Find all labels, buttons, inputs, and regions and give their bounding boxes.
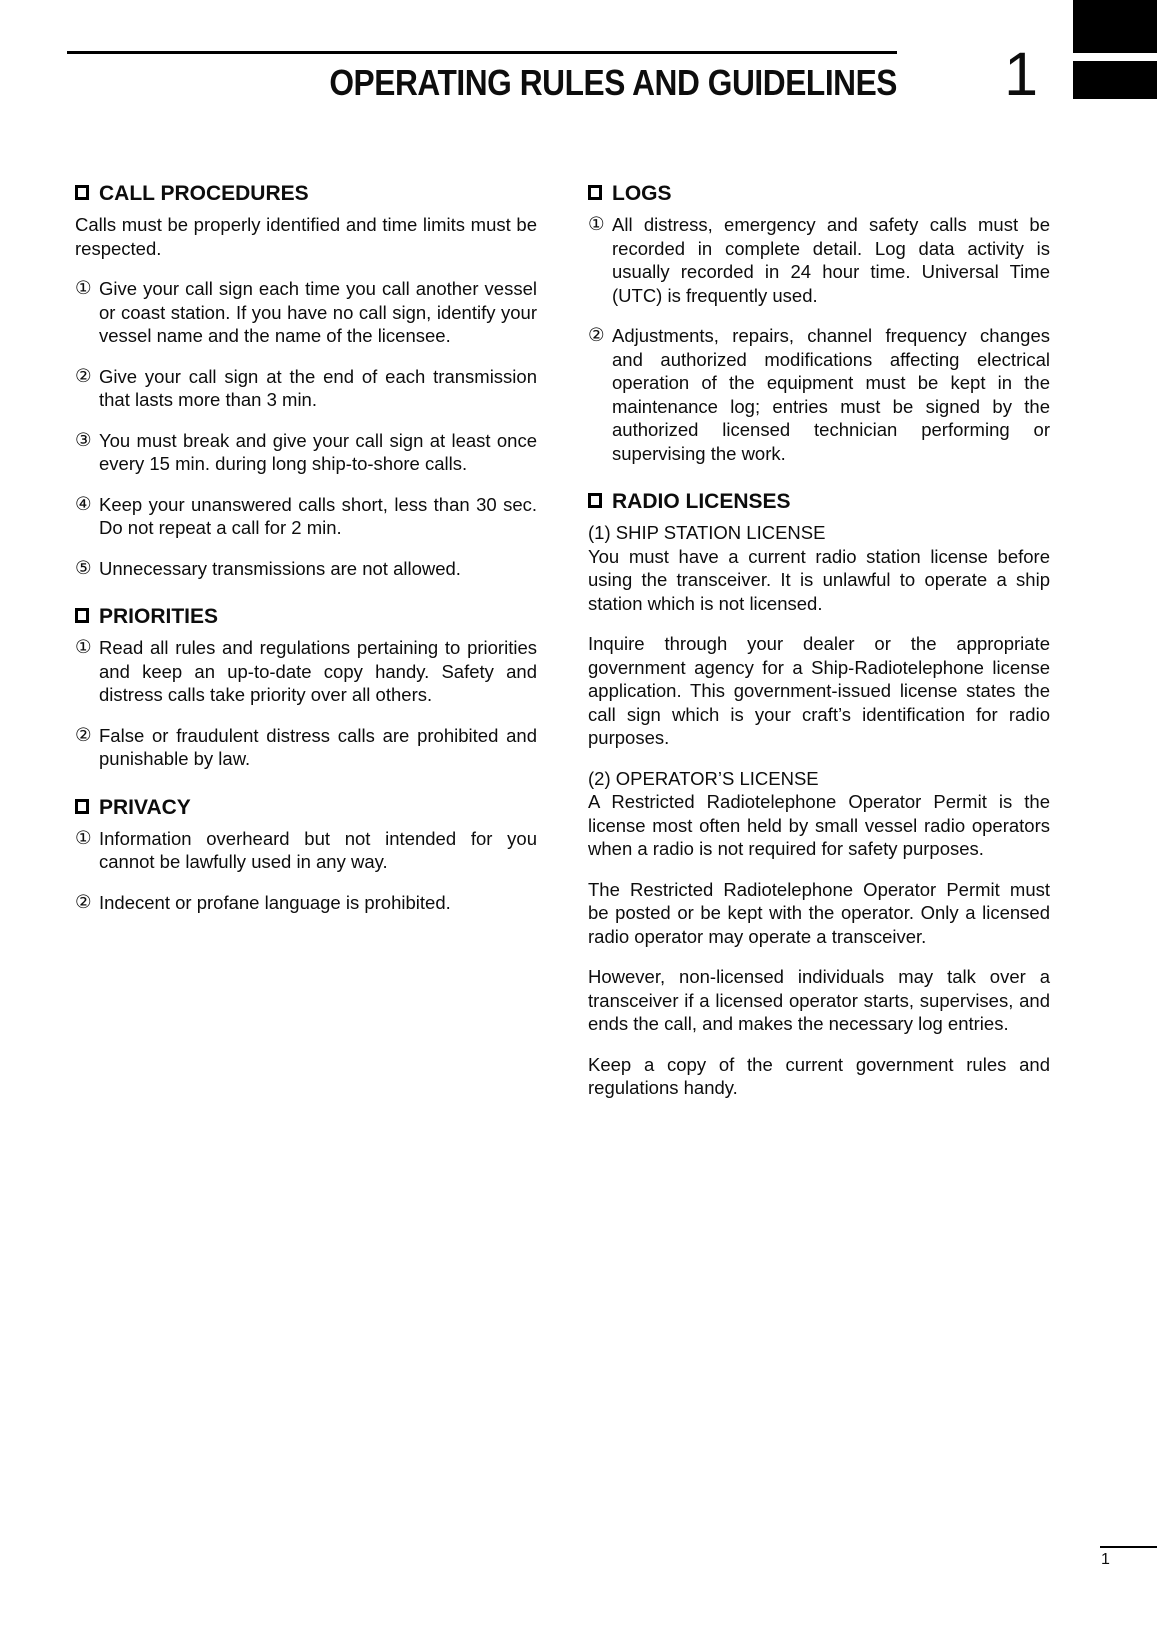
section-heading-priorities [75, 606, 537, 627]
footer-rule [1100, 1546, 1157, 1548]
item-text: Give your call sign each time you call another vessel or coast station. If you have no call sign, identify your vessel name and the name of the licensee. [99, 278, 537, 346]
item-text: Information overheard but not intended for you cannot be lawfully used in any way. [99, 827, 537, 872]
section-call-procedures [75, 183, 537, 580]
item-marker: ② [75, 891, 92, 913]
section-radio-licenses [588, 491, 1050, 1100]
square-bullet-icon [75, 608, 89, 623]
item-marker: ⑤ [75, 557, 92, 579]
section-title: LOGS [612, 182, 672, 205]
paragraph: You must have a current radio station license before using the transceiver. It is unlawful to operate a ship station which is not licensed. [588, 545, 1050, 614]
title-rule [67, 51, 897, 54]
paragraph: However, non-licensed individuals may talk over a transceiver if a licensed operator starts, supervises, and ends the call, and makes the necessary log entries. [588, 966, 1050, 1034]
numbered-item [75, 636, 537, 707]
item-text: Indecent or profane language is prohibited. [99, 891, 451, 913]
section-privacy [75, 797, 537, 915]
section-intro: Calls must be properly identified and time limits must be respected. [75, 214, 537, 259]
numbered-item [75, 277, 537, 348]
section-heading-radio-licenses [588, 491, 1050, 512]
section-priorities [75, 606, 537, 771]
square-bullet-icon [588, 185, 602, 200]
item-text: All distress, emergency and safety calls must be recorded in complete detail. Log data activity is usually recorded in 24 hour time. Universal Time (UTC) is frequently used. [612, 214, 1050, 306]
item-text: False or fraudulent distress calls are prohibited and punishable by law. [99, 724, 537, 769]
chapter-number: 1 [1004, 40, 1038, 108]
paragraph: Keep a copy of the current government rules and regulations handy. [588, 1053, 1050, 1098]
paragraph: Inquire through your dealer or the appropriate government agency for a Ship-Radiotelephone license application. This government-issued license states the call sign which is your craft’s identification for radio purposes. [588, 633, 1050, 748]
page-number: 1 [1101, 1551, 1110, 1568]
numbered-item [75, 493, 537, 540]
item-marker: ③ [75, 429, 92, 451]
section-title: PRIORITIES [99, 605, 219, 628]
numbered-item [75, 827, 537, 874]
numbered-item [75, 724, 537, 771]
section-heading-logs [588, 183, 1050, 204]
item-marker: ① [75, 827, 92, 849]
section-logs [588, 183, 1050, 465]
square-bullet-icon [75, 185, 89, 200]
section-heading-privacy [75, 797, 537, 818]
item-text: Keep your unanswered calls short, less than 30 sec. Do not repeat a call for 2 min. [99, 493, 537, 538]
numbered-item [588, 213, 1050, 307]
right-column [588, 183, 1050, 1126]
numbered-item [588, 324, 1050, 465]
item-text: Read all rules and regulations pertaining to priorities and keep an up-to-date copy handy. Safety and distress calls take priority over all others. [99, 637, 537, 705]
item-text: Give your call sign at the end of each transmission that lasts more than 3 min. [99, 365, 537, 410]
item-marker: ④ [75, 493, 92, 515]
section-title: RADIO LICENSES [612, 490, 791, 513]
subsection-heading-ship-station-license: (1) SHIP STATION LICENSE [588, 522, 826, 543]
item-marker: ② [75, 724, 92, 746]
item-marker: ① [75, 637, 92, 658]
subsection-heading-operators-license: (2) OPERATOR’S LICENSE [588, 767, 819, 789]
paragraph: The Restricted Radiotelephone Operator Permit must be posted or be kept with the operator. Only a licensed radio operator may operate a transceiver. [588, 878, 1050, 947]
item-marker: ① [75, 278, 92, 299]
left-column [75, 183, 537, 940]
item-text: Unnecessary transmissions are not allowed. [99, 557, 461, 579]
paragraph: A Restricted Radiotelephone Operator Permit is the license most often held by small vessel radio operators when a radio is not required for safety purposes. [588, 791, 1050, 859]
chapter-tab-block-bottom [1073, 61, 1157, 99]
square-bullet-icon [75, 799, 89, 814]
section-title: PRIVACY [99, 795, 191, 819]
square-bullet-icon [588, 493, 602, 508]
numbered-item [75, 365, 537, 412]
item-marker: ① [588, 214, 605, 235]
numbered-item [75, 557, 537, 581]
chapter-tab-block-top [1073, 0, 1157, 53]
item-text: You must break and give your call sign at least once every 15 min. during long ship-to-shore calls. [99, 429, 537, 474]
numbered-item [75, 891, 537, 915]
section-title: CALL PROCEDURES [99, 182, 309, 205]
item-text: Adjustments, repairs, channel frequency changes and authorized modifications affecting electrical operation of the equipment must be kept in the maintenance log; entries must be signed by the authorized licensed technician performing or supervising the work. [612, 325, 1050, 464]
numbered-item [75, 429, 537, 476]
page-title: OPERATING RULES AND GUIDELINES [329, 62, 897, 103]
section-heading-call-procedures [75, 183, 537, 204]
item-marker: ② [75, 365, 92, 387]
item-marker: ② [588, 325, 605, 346]
